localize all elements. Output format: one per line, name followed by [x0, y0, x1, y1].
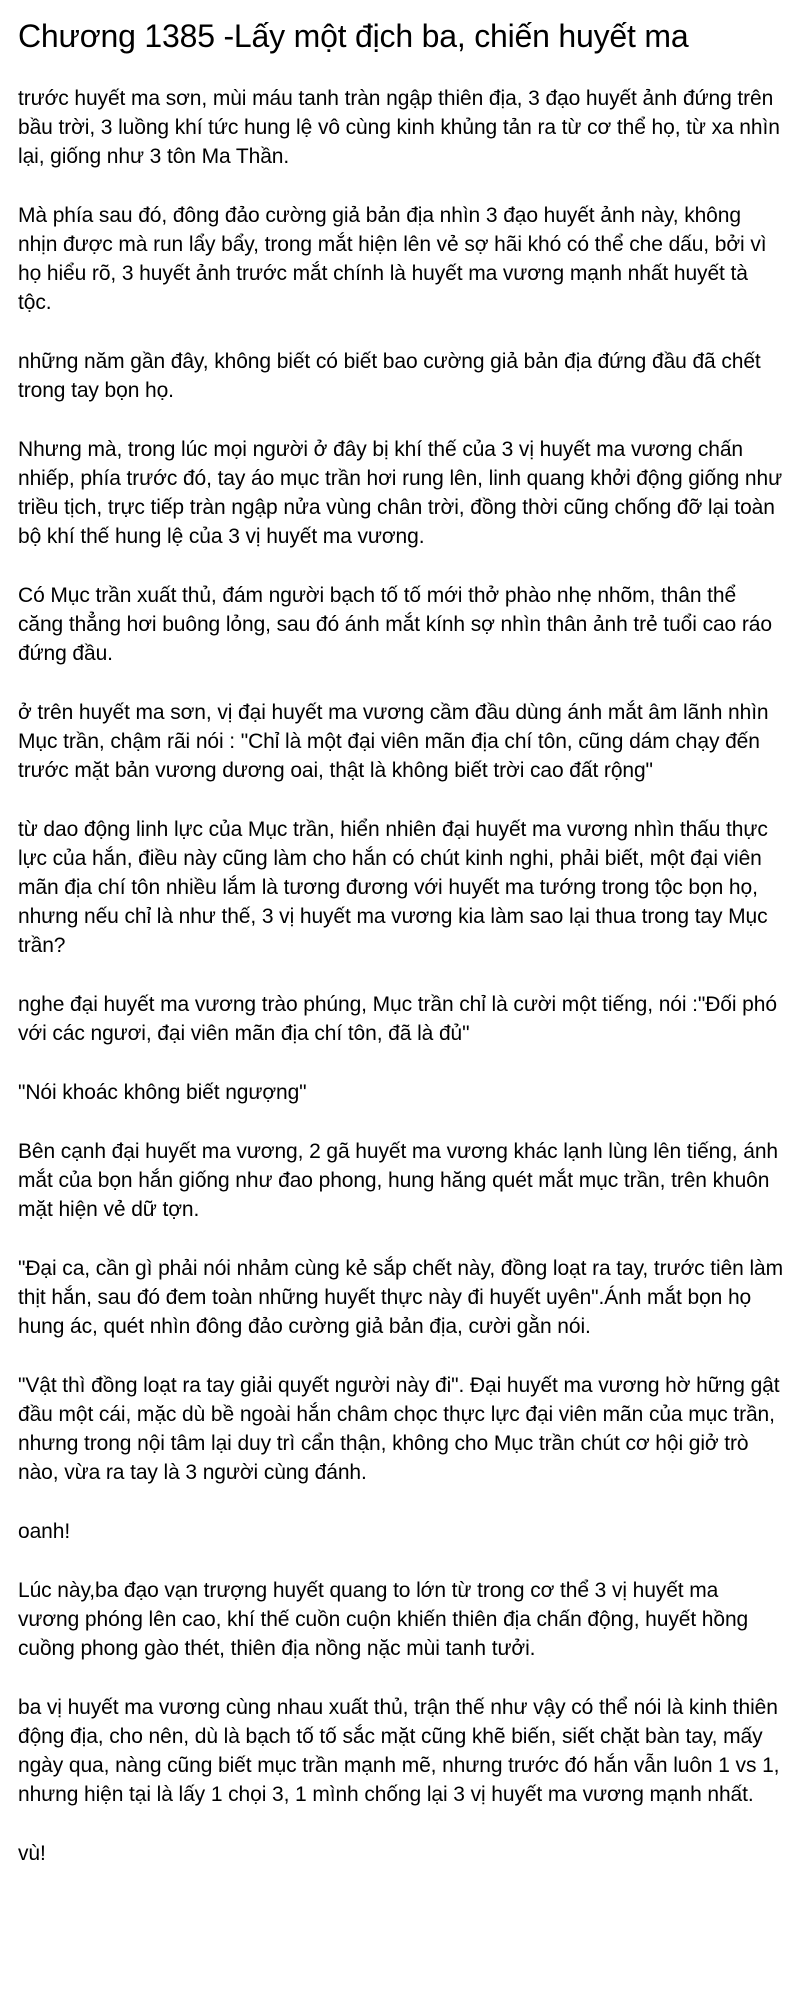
- paragraph-12: "Vật thì đồng loạt ra tay giải quyết người này đi". Đại huyết ma vương hờ hững gật đầu một cái, mặc dù bề ngoài hắn châm chọc thực lực đại viên mãn của mục trần, nhưng trong nội tâm lại duy trì cẩn thận, không cho Mục trần chút cơ hội giở trò nào, vừa ra tay là 3 người cùng đánh.: [18, 1374, 780, 1484]
- paragraph-2: Mà phía sau đó, đông đảo cường giả bản địa nhìn 3 đạo huyết ảnh này, không nhịn được mà run lẩy bẩy, trong mắt hiện lên vẻ sợ hãi khó có thể che dấu, bởi vì họ hiểu rõ, 3 huyết ảnh trước mắt chính là huyết ma vương mạnh nhất huyết tà tộc.: [18, 204, 767, 314]
- paragraph-5: Có Mục trần xuất thủ, đám người bạch tố tố mới thở phào nhẹ nhõm, thân thể căng thẳng hơi buông lỏng, sau đó ánh mắt kính sợ nhìn thân ảnh trẻ tuổi cao ráo đứng đầu.: [18, 584, 772, 665]
- chapter-body: [18, 84, 784, 1868]
- paragraph-16: vù!: [18, 1842, 46, 1865]
- paragraph-13: oanh!: [18, 1520, 71, 1543]
- paragraph-4: Nhưng mà, trong lúc mọi người ở đây bị khí thế của 3 vị huyết ma vương chấn nhiếp, phía trước đó, tay áo mục trần hơi rung lên, linh quang khởi động giống như triều tịch, trực tiếp tràn ngập nửa vùng chân trời, đồng thời cũng chống đỡ lại toàn bộ khí thế hung lệ của 3 vị huyết ma vương.: [18, 438, 783, 548]
- paragraph-15: ba vị huyết ma vương cùng nhau xuất thủ, trận thế như vậy có thể nói là kinh thiên động địa, cho nên, dù là bạch tố tố sắc mặt cũng khẽ biến, siết chặt bàn tay, mấy ngày qua, nàng cũng biết mục trần mạnh mẽ, nhưng trước đó hắn vẫn luôn 1 vs 1, nhưng hiện tại là lấy 1 chọi 3, 1 mình chống lại 3 vị huyết ma vương mạnh nhất.: [18, 1696, 780, 1806]
- paragraph-1: trước huyết ma sơn, mùi máu tanh tràn ngập thiên địa, 3 đạo huyết ảnh đứng trên bầu trời, 3 luồng khí tức hung lệ vô cùng kinh khủng tản ra từ cơ thể họ, từ xa nhìn lại, giống như 3 tôn Ma Thần.: [18, 87, 780, 168]
- paragraph-8: nghe đại huyết ma vương trào phúng, Mục trần chỉ là cười một tiếng, nói :"Đối phó với các ngươi, đại viên mãn địa chí tôn, đã là đủ": [18, 993, 777, 1045]
- chapter-title: Chương 1385 -Lấy một địch ba, chiến huyết ma: [18, 18, 689, 54]
- paragraph-6: ở trên huyết ma sơn, vị đại huyết ma vương cầm đầu dùng ánh mắt âm lãnh nhìn Mục trần, chậm rãi nói : "Chỉ là một đại viên mãn địa chí tôn, cũng dám chạy đến trước mặt bản vương dương oai, thật là không biết trời cao đất rộng": [18, 701, 769, 782]
- paragraph-11: "Đại ca, cần gì phải nói nhảm cùng kẻ sắp chết này, đồng loạt ra tay, trước tiên làm thịt hắn, sau đó đem toàn những huyết thực này đi huyết uyên".Ánh mắt bọn họ hung ác, quét nhìn đông đảo cường giả bản địa, cười gằn nói.: [18, 1257, 784, 1338]
- paragraph-3: những năm gần đây, không biết có biết bao cường giả bản địa đứng đầu đã chết trong tay bọn họ.: [18, 350, 761, 402]
- paragraph-14: Lúc này,ba đạo vạn trượng huyết quang to lớn từ trong cơ thể 3 vị huyết ma vương phóng lên cao, khí thế cuồn cuộn khiến thiên địa chấn động, huyết hồng cuồng phong gào thét, thiên địa nồng nặc mùi tanh tưởi.: [18, 1579, 749, 1660]
- paragraph-7: từ dao động linh lực của Mục trần, hiển nhiên đại huyết ma vương nhìn thấu thực lực của hắn, điều này cũng làm cho hắn có chút kinh nghi, phải biết, một đại viên mãn địa chí tôn nhiều lắm là tương đương với huyết ma tướng trong tộc bọn họ, nhưng nếu chỉ là như thế, 3 vị huyết ma vương kia làm sao lại thua trong tay Mục trần?: [18, 818, 768, 957]
- paragraph-10: Bên cạnh đại huyết ma vương, 2 gã huyết ma vương khác lạnh lùng lên tiếng, ánh mắt của bọn hắn giống như đao phong, hung hăng quét mắt mục trần, trên khuôn mặt hiện vẻ dữ tợn.: [18, 1140, 779, 1221]
- paragraph-9: "Nói khoác không biết ngượng": [18, 1081, 307, 1104]
